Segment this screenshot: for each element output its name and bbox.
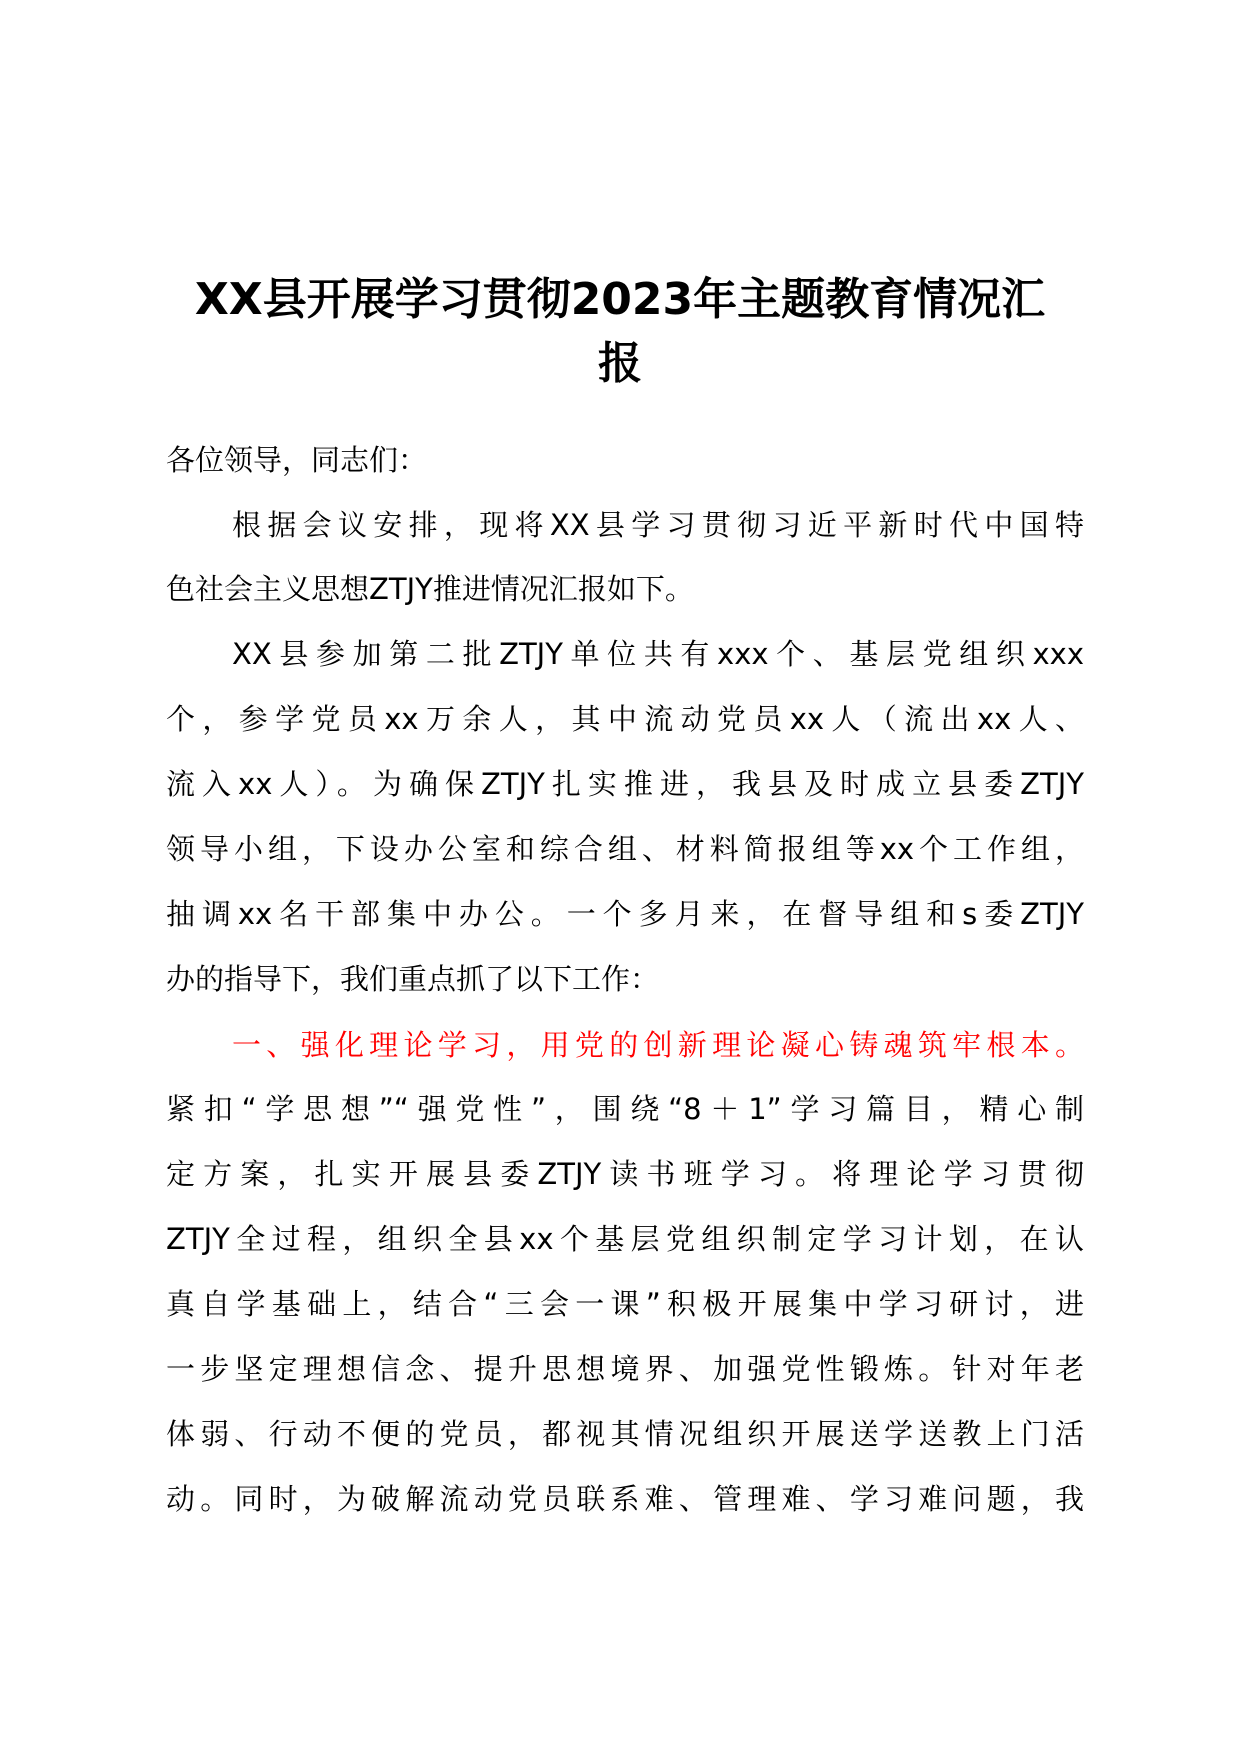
paragraph-line: 一步坚定理想信念、提升思想境界、加强党性锻炼。针对年老	[166, 1352, 1084, 1386]
paragraph-line: ZTJY全过程，组织全县xx个基层党组织制定学习计划，在认	[166, 1222, 1084, 1256]
paragraph-line: 动。同时，为破解流动党员联系难、管理难、学习难问题，我	[166, 1482, 1084, 1516]
section-heading: 一、强化理论学习，用党的创新理论凝心铸魂筑牢根本。	[232, 1028, 1084, 1062]
paragraph-line: 办的指导下，我们重点抓了以下工作：	[166, 962, 660, 996]
paragraph-line: 领导小组，下设办公室和综合组、材料简报组等xx个工作组，	[166, 832, 1084, 866]
paragraph-line: 色社会主义思想ZTJY推进情况汇报如下。	[166, 572, 694, 606]
paragraph-line: XX县参加第二批ZTJY单位共有xxx个、基层党组织xxx	[232, 637, 1084, 671]
title-line-2: 报	[598, 338, 642, 389]
paragraph-line: 定方案，扎实开展县委ZTJY读书班学习。将理论学习贯彻	[166, 1157, 1084, 1191]
paragraph-line: 紧扣“学思想”“强党性”，围绕“8＋1”学习篇目，精心制	[166, 1092, 1084, 1126]
paragraph-line: 真自学基础上，结合“三会一课”积极开展集中学习研讨，进	[166, 1287, 1084, 1321]
paragraph-line: 体弱、行动不便的党员，都视其情况组织开展送学送教上门活	[166, 1417, 1084, 1451]
salutation: 各位领导，同志们：	[166, 443, 428, 477]
paragraph-line: 流入xx人）。为确保ZTJY扎实推进，我县及时成立县委ZTJY	[166, 767, 1084, 801]
paragraph-line: 根据会议安排，现将XX县学习贯彻习近平新时代中国特	[232, 508, 1084, 542]
paragraph-line: 抽调xx名干部集中办公。一个多月来，在督导组和s委ZTJY	[166, 897, 1084, 931]
title-line-1: XX县开展学习贯彻2023年主题教育情况汇	[194, 274, 1046, 325]
paragraph-line: 个，参学党员xx万余人，其中流动党员xx人（流出xx人、	[166, 702, 1084, 736]
